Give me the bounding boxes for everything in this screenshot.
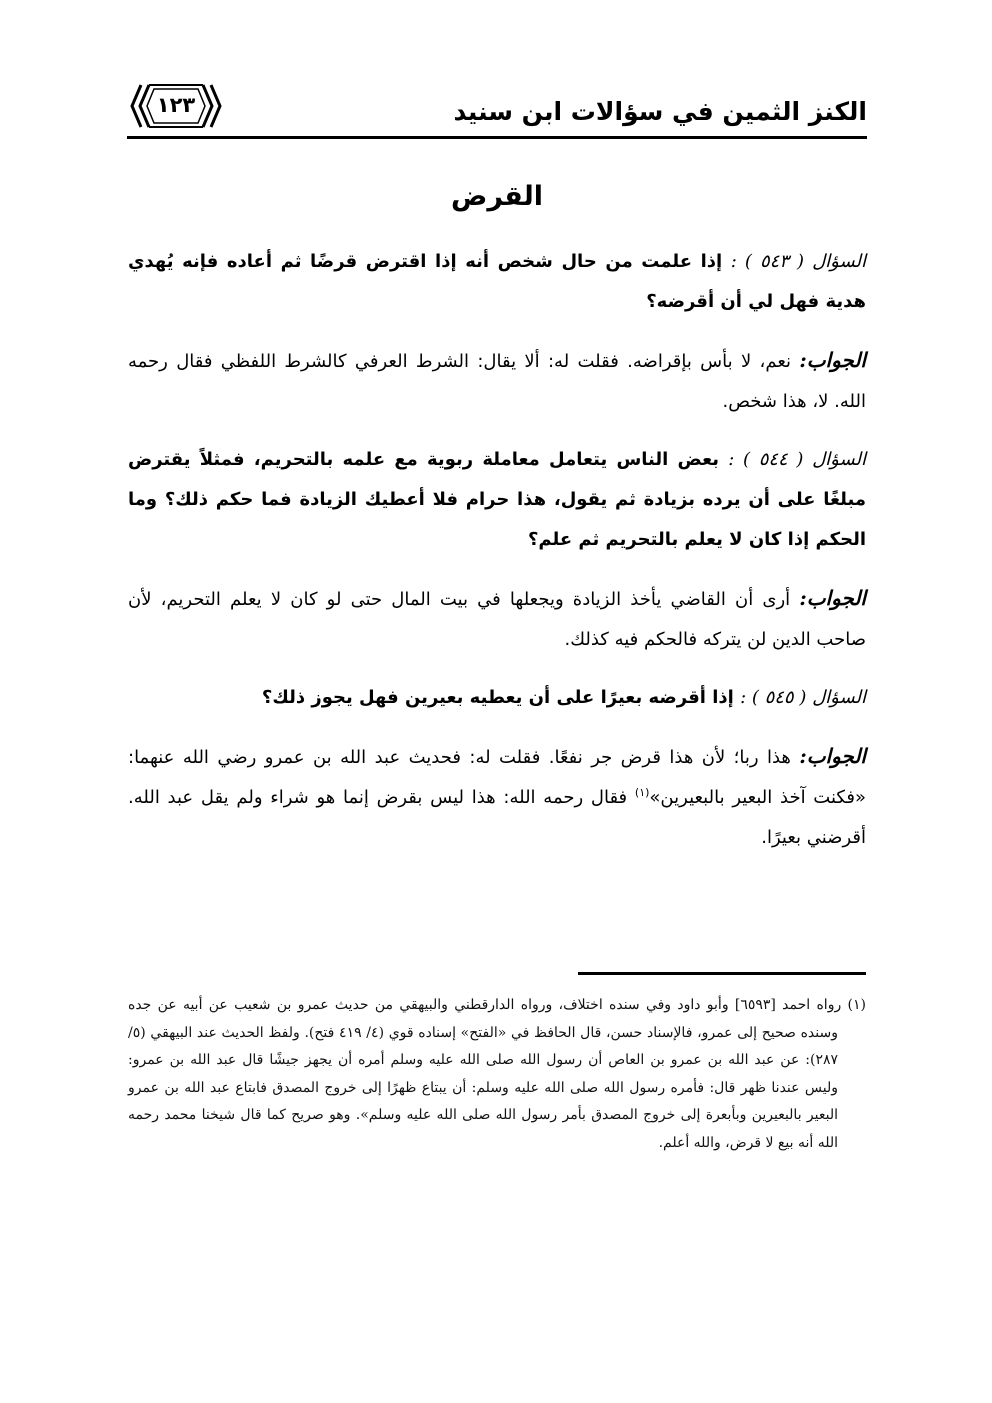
answer-paragraph bbox=[128, 340, 866, 422]
question-label: السؤال ( ٥٤٥ ) : bbox=[740, 687, 866, 708]
header-divider bbox=[127, 136, 867, 139]
page-number-frame bbox=[127, 81, 225, 131]
question-text: بعض الناس يتعامل معاملة ربوية مع علمه بالتحريم، فمثلاً يقترض مبلغًا على أن يرده بزيادة ثم يقول، هذا حرام فلا أعطيك الزيادة فما حكم ذلك؟ وما الحكم إذا كان لا يعلم بالتحريم ثم علم؟ bbox=[128, 449, 866, 550]
question-paragraph bbox=[128, 440, 866, 560]
section-title: القرض bbox=[451, 181, 543, 212]
question-paragraph bbox=[128, 678, 866, 718]
answer-text: هذا ربا؛ لأن هذا قرض جر نفعًا. فقلت له: فحديث عبد الله بن عمرو رضي الله عنهما: «فكنت آخذ البعير بالبعيرين» bbox=[128, 747, 866, 808]
footnote-divider bbox=[578, 972, 866, 975]
question-paragraph bbox=[128, 242, 866, 322]
answer-label: الجواب: bbox=[799, 744, 866, 768]
answer-paragraph bbox=[128, 578, 866, 660]
answer-text: نعم، لا بأس بإقراضه. فقلت له: ألا يقال: الشرط العرفي كالشرط اللفظي فقال رحمه الله. لا، هذا شخص. bbox=[128, 351, 866, 412]
answer-paragraph bbox=[128, 736, 866, 858]
answer-label: الجواب: bbox=[799, 586, 866, 610]
answer-label: الجواب: bbox=[799, 348, 866, 372]
main-content bbox=[128, 170, 866, 876]
question-label: السؤال ( ٥٤٤ ) : bbox=[728, 449, 866, 470]
footnote-reference[interactable]: (١) bbox=[634, 786, 650, 799]
footnote: (١) رواه احمد [٦٥٩٣] وأبو داود وفي سنده اختلاف، ورواه الدارقطني والبيهقي من حديث عمرو بن شعيب عن أبيه عن جده وسنده صحيح إلى عمرو، فالإسناد حسن، قال الحافظ في «الفتح» إسناده قوي (٤/ ٤١٩ فتح). ولفظ الحديث عند البيهقي (٥/ ٢٨٧): عن عبد الله بن عمرو بن العاص أن رسول الله صلى الله عليه وسلم أمره أن يجهز جيشًا قال عبد الله بن عمرو: وليس عندنا ظهر قال: فأمره رسول الله صلى الله عليه وسلم: أن يبتاع ظهرًا إلى خروج المصدق فابتاع عبد الله بن عمرو البعير بالبعيرين وبأبعرة إلى خروج المصدق بأمر رسول الله صلى الله عليه وسلم». وهو صريح كما قال شيخنا محمد رحمه الله أنه بيع لا قرض، والله أعلم. bbox=[128, 997, 866, 1151]
footnotes bbox=[128, 992, 866, 1157]
page-header bbox=[127, 78, 867, 140]
book-title: الكنز الثمين في سؤالات ابن سنيد bbox=[453, 97, 867, 126]
page-number: ١٢٣ bbox=[156, 93, 196, 117]
answer-text: أرى أن القاضي يأخذ الزيادة ويجعلها في بيت المال حتى لو كان لا يعلم التحريم، لأن صاحب الدين لن يتركه فالحكم فيه كذلك. bbox=[128, 589, 866, 650]
question-text: إذا علمت من حال شخص أنه إذا اقترض قرضًا ثم أعاده فإنه يُهدي هدية فهل لي أن أقرضه؟ bbox=[128, 251, 866, 312]
question-label: السؤال ( ٥٤٣ ) : bbox=[730, 251, 866, 272]
answer-text-continued: فقال رحمه الله: هذا ليس بقرض إنما هو شراء ولم يقل عبد الله. أقرضني بعيرًا. bbox=[128, 787, 866, 848]
question-text: إذا أقرضه بعيرًا على أن يعطيه بعيرين فهل يجوز ذلك؟ bbox=[261, 687, 741, 708]
